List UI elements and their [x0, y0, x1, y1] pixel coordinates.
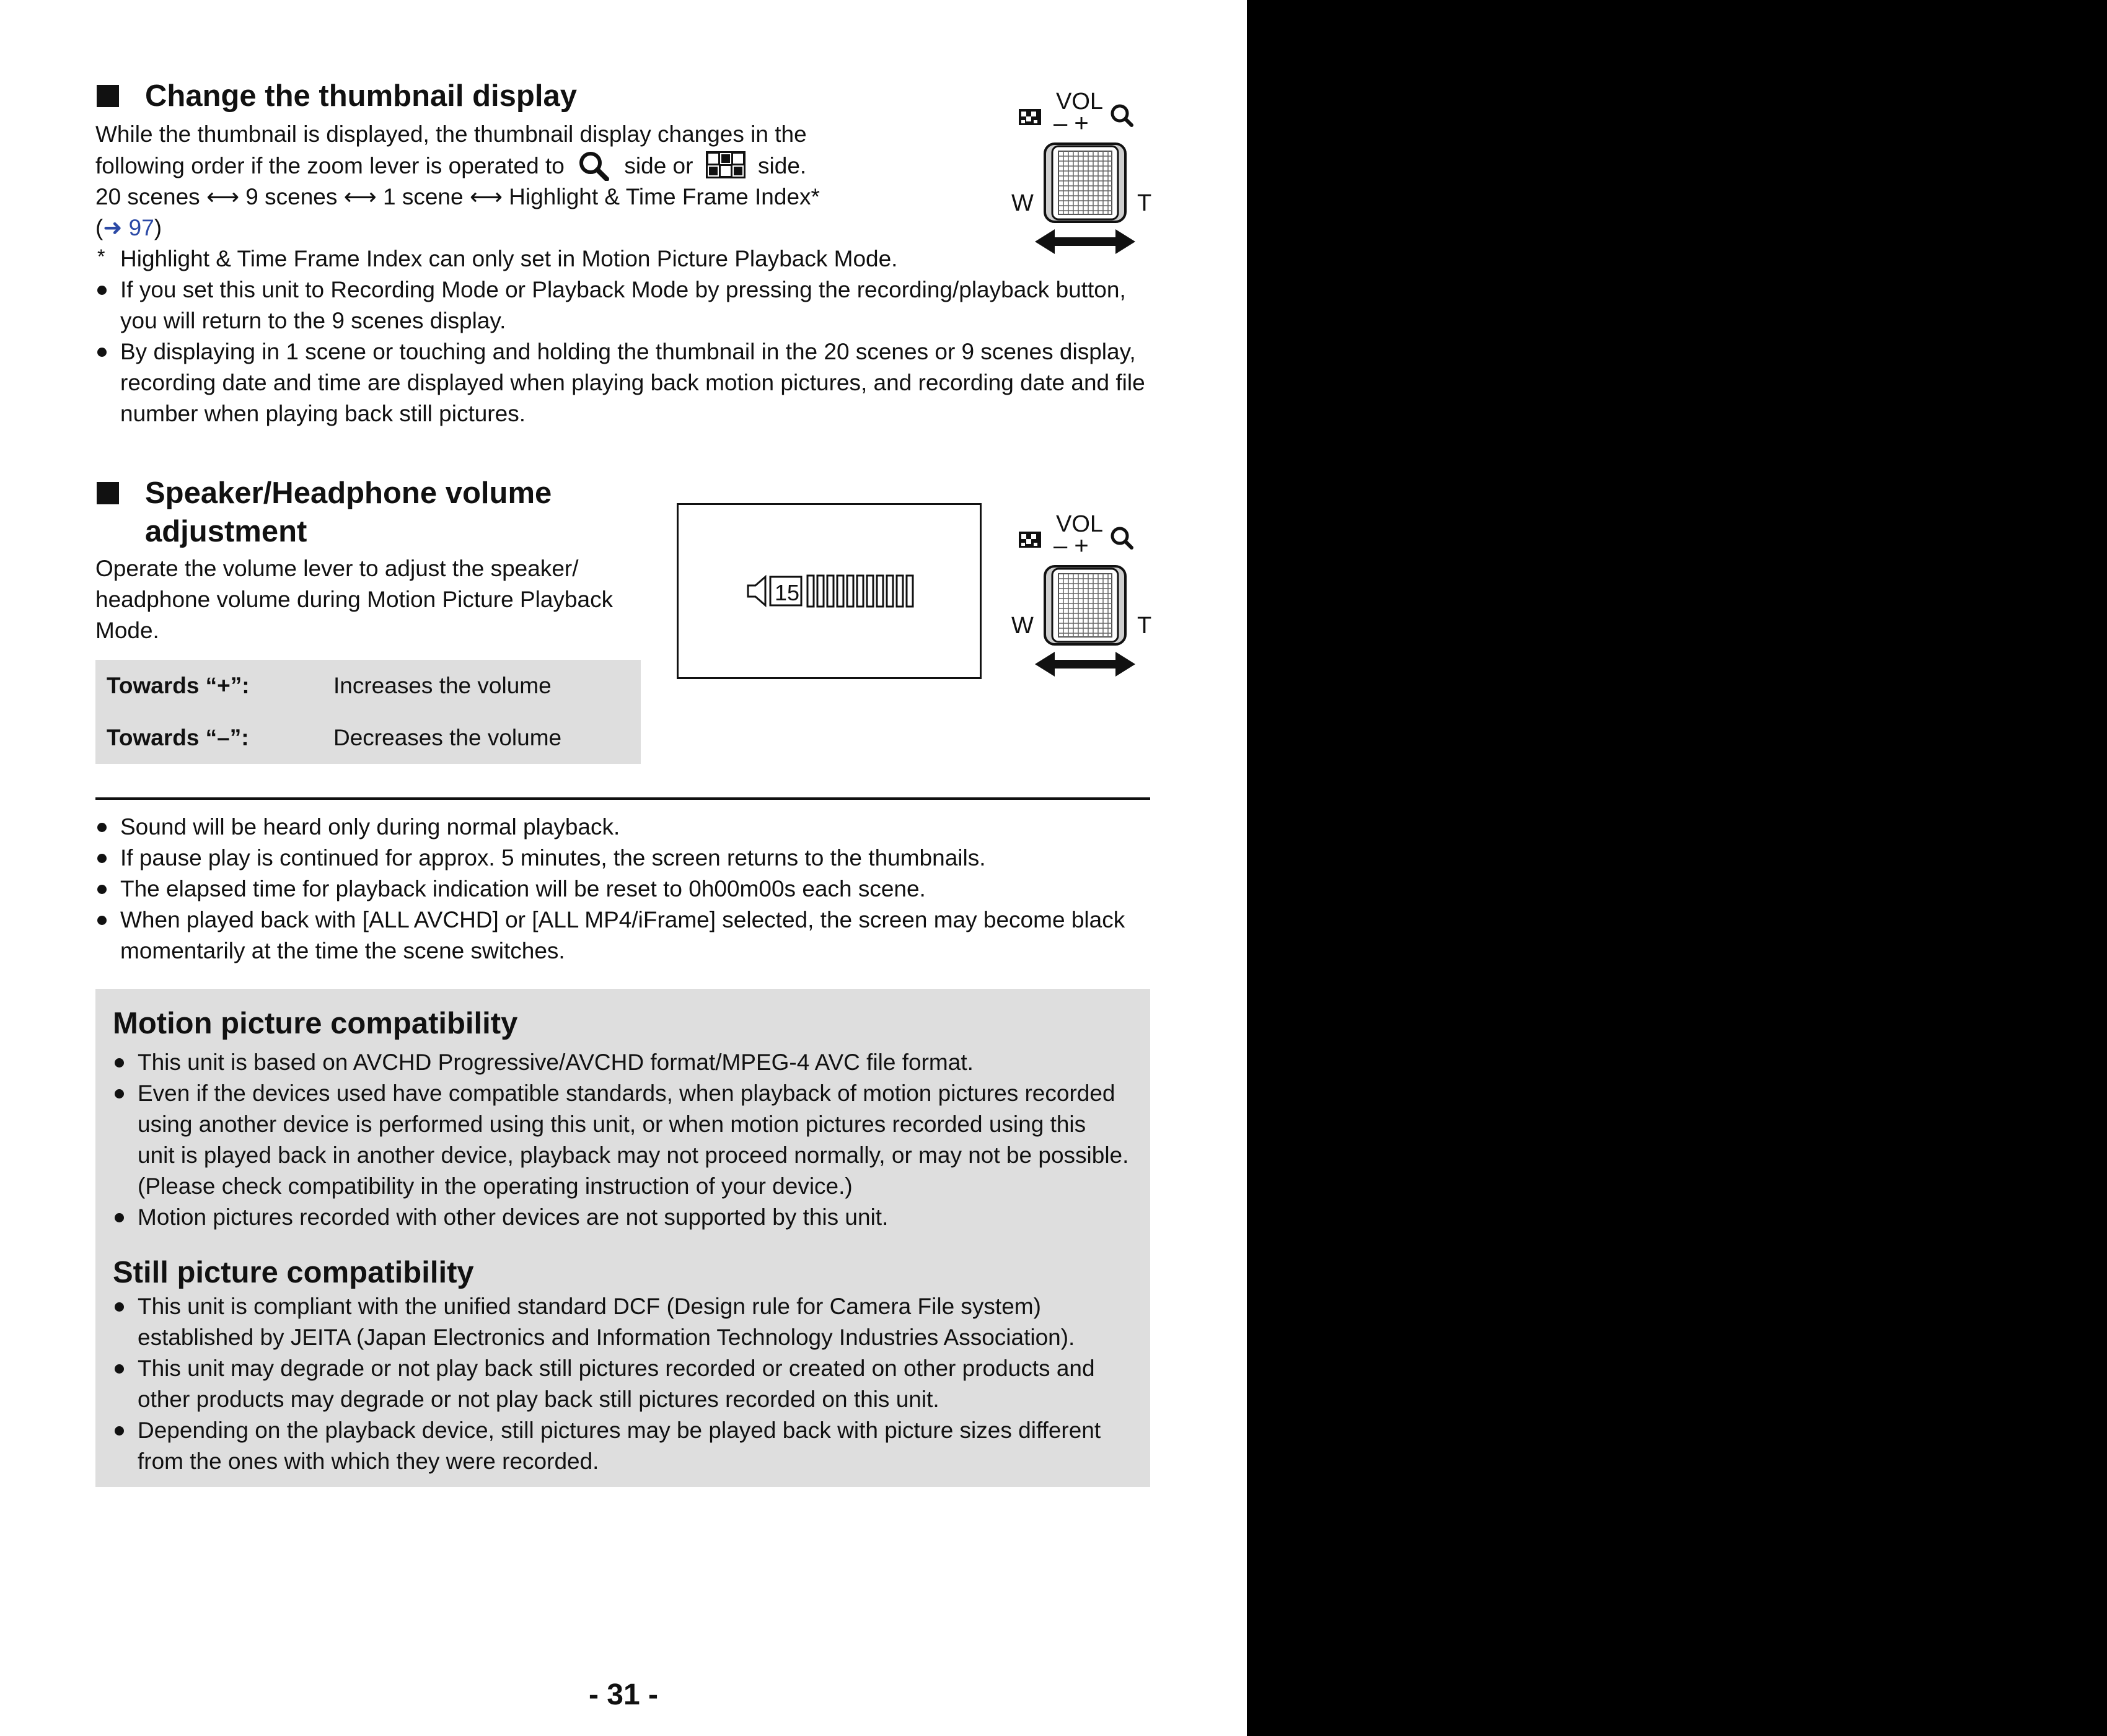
- page-number: - 31 -: [588, 1678, 659, 1711]
- thumbnail-heading-text: Change the thumbnail display: [145, 79, 577, 113]
- footnote: [95, 243, 913, 274]
- footnote-text: Highlight & Time Frame Index can only set in Motion Picture Playback Mode.: [120, 246, 898, 271]
- minus-plus-label: – +: [1054, 532, 1089, 559]
- thumbnail-heading: [95, 77, 1000, 115]
- volume-screen: [677, 503, 982, 679]
- list-item: By displaying in 1 scene or touching and holding the thumbnail in the 20 scenes or 9 scenes display, recording date and time are displayed when playing back motion pictures, and recording date and file number when playing back still pictures.: [95, 336, 1161, 429]
- table-key: Towards “+”:: [107, 673, 250, 698]
- still-compat-list: [113, 1291, 1141, 1477]
- volume-table: [95, 660, 641, 764]
- notes-section: [95, 812, 1161, 967]
- heading-square-icon: [97, 85, 119, 107]
- volume-indicator: [746, 573, 931, 610]
- table-row: [95, 660, 641, 712]
- section-divider: [95, 797, 1150, 800]
- thumbnail-bullets: [95, 274, 1161, 429]
- intro-text-a: following order if the zoom lever is operated to: [95, 153, 565, 178]
- heading-square-icon: [97, 482, 119, 504]
- list-item: Sound will be heard only during normal playback.: [95, 812, 1161, 843]
- volume-heading: [95, 474, 653, 551]
- volume-heading-line2: adjustment: [145, 515, 307, 548]
- table-key: Towards “–”:: [107, 725, 249, 750]
- motion-compat-heading: Motion picture compatibility: [113, 1007, 518, 1040]
- zoom-lever-icon: [1010, 509, 1159, 683]
- list-item: If pause play is continued for approx. 5 minutes, the screen returns to the thumbnails.: [95, 843, 1161, 874]
- volume-bars: [807, 576, 913, 607]
- table-row: [95, 712, 641, 764]
- table-value: Increases the volume: [333, 673, 552, 698]
- zoom-magnifier-icon: [577, 150, 612, 181]
- volume-section: [95, 474, 653, 764]
- volume-description: Operate the volume lever to adjust the speaker/ headphone volume during Motion Picture Playback Mode.: [95, 556, 614, 643]
- vol-label: VOL: [1056, 89, 1104, 115]
- thumbnail-intro-line2: [95, 150, 1000, 182]
- list-item: Depending on the playback device, still pictures may be played back with picture sizes different from the ones with which they were recorded.: [113, 1415, 1141, 1477]
- w-label: W: [1011, 190, 1034, 216]
- still-compat-heading: Still picture compatibility: [113, 1256, 474, 1289]
- zoom-lever-diagram-top: [1010, 87, 1159, 260]
- list-item: When played back with [ALL AVCHD] or [ALL MP4/iFrame] selected, the screen may become black momentarily at the time the scene switches.: [95, 905, 1161, 967]
- volume-heading-text: [145, 474, 552, 551]
- thumbnail-grid-icon: [706, 151, 746, 178]
- footnote-mark: *: [97, 245, 105, 268]
- list-item: This unit is based on AVCHD Progressive/AVCHD format/MPEG-4 AVC file format.: [113, 1047, 1129, 1078]
- thumbnail-order-line: 20 scenes ⟷ 9 scenes ⟷ 1 scene ⟷ Highlight & Time Frame Index*: [95, 184, 820, 209]
- list-item: This unit is compliant with the unified standard DCF (Design rule for Camera File system) established by JEITA (Japan Electronics and Information Technology Industries Association).: [113, 1291, 1141, 1353]
- motion-compat-list: [113, 1047, 1129, 1233]
- thumbnail-intro-line1: While the thumbnail is displayed, the thumbnail display changes in the: [95, 121, 807, 147]
- table-value: Decreases the volume: [333, 725, 562, 750]
- ref-open-paren: (: [95, 215, 103, 240]
- compatibility-box: [95, 989, 1150, 1487]
- t-label: T: [1137, 190, 1152, 216]
- list-item: The elapsed time for playback indication will be reset to 0h00m00s each scene.: [95, 874, 1161, 905]
- speaker-icon: [748, 577, 765, 605]
- page-ref-link[interactable]: ➜ 97: [103, 215, 154, 240]
- list-item: Even if the devices used have compatible standards, when playback of motion pictures recorded using another device is performed using this unit, or when motion pictures recorded using this unit is played back in another device, playback may not proceed normally, or may not be possible. (Please check compatibility in the operating instruction of your device.): [113, 1078, 1129, 1202]
- list-item: If you set this unit to Recording Mode or Playback Mode by pressing the recording/playback button, you will return to the 9 scenes display.: [95, 274, 1161, 336]
- zoom-lever-icon: [1010, 87, 1159, 260]
- volume-heading-line1: Speaker/Headphone volume: [145, 476, 552, 510]
- page-reference: [95, 213, 1000, 243]
- motion-compat: [113, 1005, 1129, 1233]
- intro-text-b: side or: [624, 153, 693, 178]
- volume-level-text: 15: [775, 580, 800, 605]
- zoom-lever-diagram-volume: [1010, 509, 1159, 683]
- list-item: Motion pictures recorded with other devices are not supported by this unit.: [113, 1202, 1129, 1233]
- minus-plus-label: – +: [1054, 110, 1089, 137]
- still-compat: [113, 1254, 1141, 1477]
- t-label: T: [1137, 613, 1152, 639]
- ref-close-paren: ): [154, 215, 162, 240]
- w-label: W: [1011, 613, 1034, 639]
- vol-label: VOL: [1056, 511, 1104, 537]
- intro-text-c: side.: [758, 153, 807, 178]
- list-item: This unit may degrade or not play back still pictures recorded or created on other products and other products may degrade or not play back still pictures recorded on this unit.: [113, 1353, 1141, 1415]
- notes-list: [95, 812, 1161, 967]
